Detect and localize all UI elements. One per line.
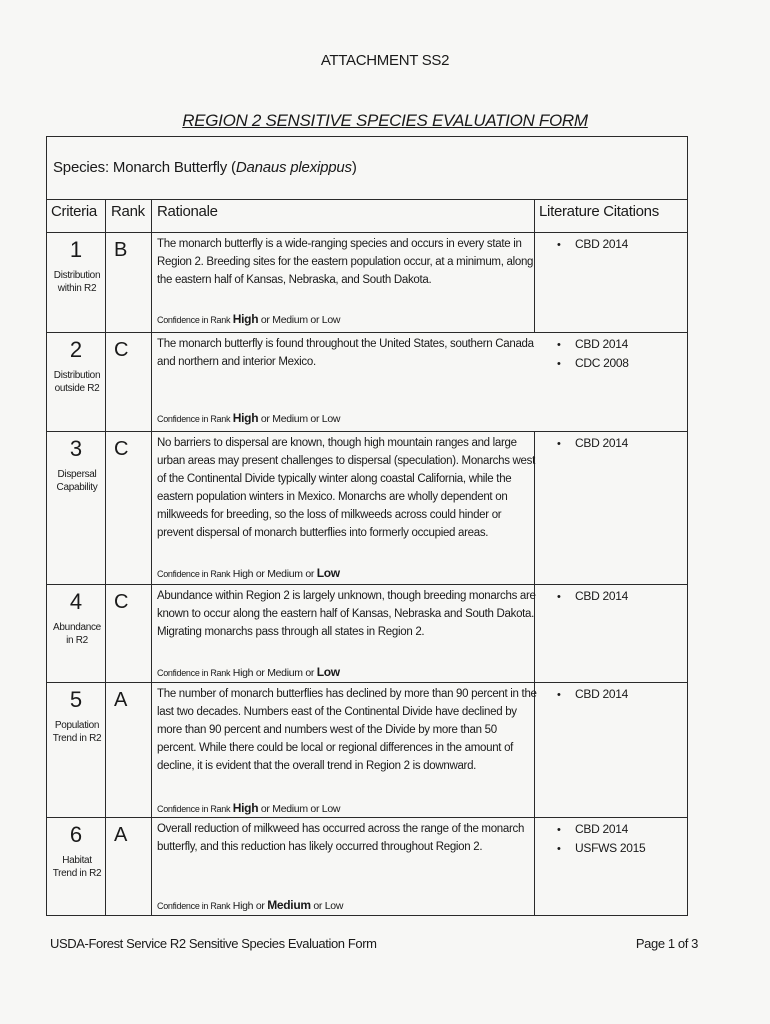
- criteria-number: 5: [69, 687, 83, 712]
- confidence-medium: Medium: [267, 667, 303, 679]
- confidence-medium: Medium: [272, 413, 308, 425]
- rationale-text: Overall reduction of milkweed has occurred across the range of the monarch butterfly, and this reduction has likely occurred throughout Region 2.: [157, 823, 525, 853]
- confidence-in-rank: [157, 312, 340, 326]
- confidence-high: High: [232, 667, 254, 679]
- species-scientific-name: Danaus plexippus: [235, 159, 352, 176]
- table-row: [47, 818, 687, 915]
- header-criteria: Criteria: [51, 203, 97, 220]
- citation-item: • CBD 2014: [557, 335, 629, 354]
- criteria-label: Population Trend in R2: [52, 720, 102, 744]
- header-rationale: Rationale: [157, 203, 218, 220]
- rank-value: C: [114, 339, 129, 361]
- confidence-medium: Medium: [267, 898, 311, 912]
- confidence-or: or: [310, 314, 320, 326]
- confidence-in-rank: [157, 411, 340, 425]
- confidence-high: High: [232, 312, 259, 326]
- confidence-high: High: [232, 411, 259, 425]
- citation-list: [557, 820, 645, 858]
- confidence-or: or: [255, 900, 265, 912]
- species-line: [53, 159, 357, 176]
- criteria-number: 4: [69, 589, 83, 614]
- confidence-high: High: [232, 568, 254, 580]
- table-divider: [47, 199, 687, 200]
- confidence-or: or: [260, 413, 270, 425]
- header-literature-citations: Literature Citations: [539, 203, 659, 220]
- table-row: [47, 432, 687, 584]
- confidence-or: or: [310, 803, 320, 815]
- citation-item: • CDC 2008: [557, 354, 629, 373]
- citation-item: • CBD 2014: [557, 587, 628, 606]
- citation-item: • CBD 2014: [557, 820, 645, 839]
- rank-value: B: [114, 239, 128, 261]
- confidence-in-rank: [157, 801, 340, 815]
- confidence-prefix: Confidence in Rank: [157, 668, 231, 678]
- confidence-low: Low: [321, 413, 341, 425]
- citation-item: • CBD 2014: [557, 434, 628, 453]
- confidence-prefix: Confidence in Rank: [157, 569, 231, 579]
- criteria-label: Distribution within R2: [53, 270, 101, 294]
- criteria-label: Habitat Trend in R2: [52, 855, 102, 879]
- confidence-or: or: [260, 803, 270, 815]
- rationale-text: The number of monarch butterflies has declined by more than 90 percent in the last two decades. Numbers east of the Continental Divide have declined by more than 90 percent and numbers west of the Divide by more than 50 percent. While there could be local or regional differences in the amount of decline, it is evident that the overall trend in Region 2 is downward.: [157, 688, 537, 772]
- rank-value: A: [114, 824, 128, 846]
- citation-list: [557, 685, 628, 704]
- footer-form-name: USDA-Forest Service R2 Sensitive Species Evaluation Form: [50, 936, 377, 951]
- citation-list: [557, 587, 628, 606]
- rationale-text: The monarch butterfly is a wide-ranging species and occurs in every state in Region 2. Breeding sites for the eastern population occur, at a minimum, along the eastern half of Kansas, Nebraska, and South Dakota.: [157, 238, 534, 286]
- header-rank: Rank: [111, 203, 145, 220]
- confidence-in-rank: [157, 665, 340, 679]
- rationale-text: Abundance within Region 2 is largely unknown, though breeding monarchs are known to occur along the eastern half of Kansas, Nebraska and South Dakota. Migrating monarchs pass through all states in Region 2.: [157, 590, 536, 638]
- confidence-prefix: Confidence in Rank: [157, 414, 231, 424]
- table-row: [47, 333, 687, 431]
- confidence-low: Low: [321, 803, 341, 815]
- rank-value: C: [114, 591, 129, 613]
- table-row: [47, 233, 687, 331]
- citation-item: • CBD 2014: [557, 235, 628, 254]
- rationale-text: The monarch butterfly is found throughout the United States, southern Canada and northern and interior Mexico.: [157, 338, 534, 368]
- confidence-low: Low: [321, 314, 341, 326]
- criteria-number: 3: [69, 436, 83, 461]
- species-close: ): [351, 159, 357, 176]
- citation-list: [557, 434, 628, 453]
- confidence-medium: Medium: [272, 314, 308, 326]
- confidence-high: High: [232, 801, 259, 815]
- confidence-or: or: [310, 413, 320, 425]
- criteria-label: Dispersal Capability: [56, 469, 98, 493]
- rationale-text: No barriers to dispersal are known, though high mountain ranges and large urban areas may present challenges to dispersal (speculation). Monarchs west of the Continental Divide typically winter along coastal California, while the eastern population winters in Mexico. Monarchs are wholly dependent on milkweeds for breeding, so the loss of milkweeds across could hinder or prevent dispersal of monarch butterflies into formerly occupied areas.: [157, 437, 535, 539]
- confidence-in-rank: [157, 898, 343, 912]
- page-number: Page 1 of 3: [635, 936, 698, 951]
- confidence-or: or: [255, 667, 265, 679]
- confidence-low: Low: [316, 665, 340, 679]
- citation-item: • CBD 2014: [557, 685, 628, 704]
- criteria-number: 1: [69, 237, 83, 262]
- rank-value: A: [114, 689, 128, 711]
- confidence-or: or: [305, 568, 315, 580]
- confidence-or: or: [313, 900, 323, 912]
- citation-list: [557, 235, 628, 254]
- confidence-low: Low: [316, 566, 340, 580]
- confidence-or: or: [255, 568, 265, 580]
- form-title: REGION 2 SENSITIVE SPECIES EVALUATION FORM: [182, 111, 588, 130]
- confidence-medium: Medium: [267, 568, 303, 580]
- confidence-prefix: Confidence in Rank: [157, 901, 231, 911]
- confidence-or: or: [305, 667, 315, 679]
- attachment-label: ATTACHMENT SS2: [320, 52, 450, 69]
- table-row: [47, 585, 687, 683]
- confidence-prefix: Confidence in Rank: [157, 315, 231, 325]
- rank-value: C: [114, 438, 129, 460]
- confidence-prefix: Confidence in Rank: [157, 804, 231, 814]
- species-label: Species: Monarch Butterfly (: [53, 159, 236, 176]
- citation-list: [557, 335, 629, 373]
- criteria-label: Distribution outside R2: [53, 370, 101, 394]
- confidence-or: or: [260, 314, 270, 326]
- confidence-low: Low: [324, 900, 344, 912]
- criteria-number: 6: [69, 822, 83, 847]
- confidence-high: High: [232, 900, 254, 912]
- confidence-medium: Medium: [272, 803, 308, 815]
- table-row: [47, 683, 687, 817]
- evaluation-table: [46, 136, 688, 916]
- confidence-in-rank: [157, 566, 340, 580]
- criteria-number: 2: [69, 337, 83, 362]
- citation-item: • USFWS 2015: [557, 839, 645, 858]
- criteria-label: Abundance in R2: [53, 622, 101, 646]
